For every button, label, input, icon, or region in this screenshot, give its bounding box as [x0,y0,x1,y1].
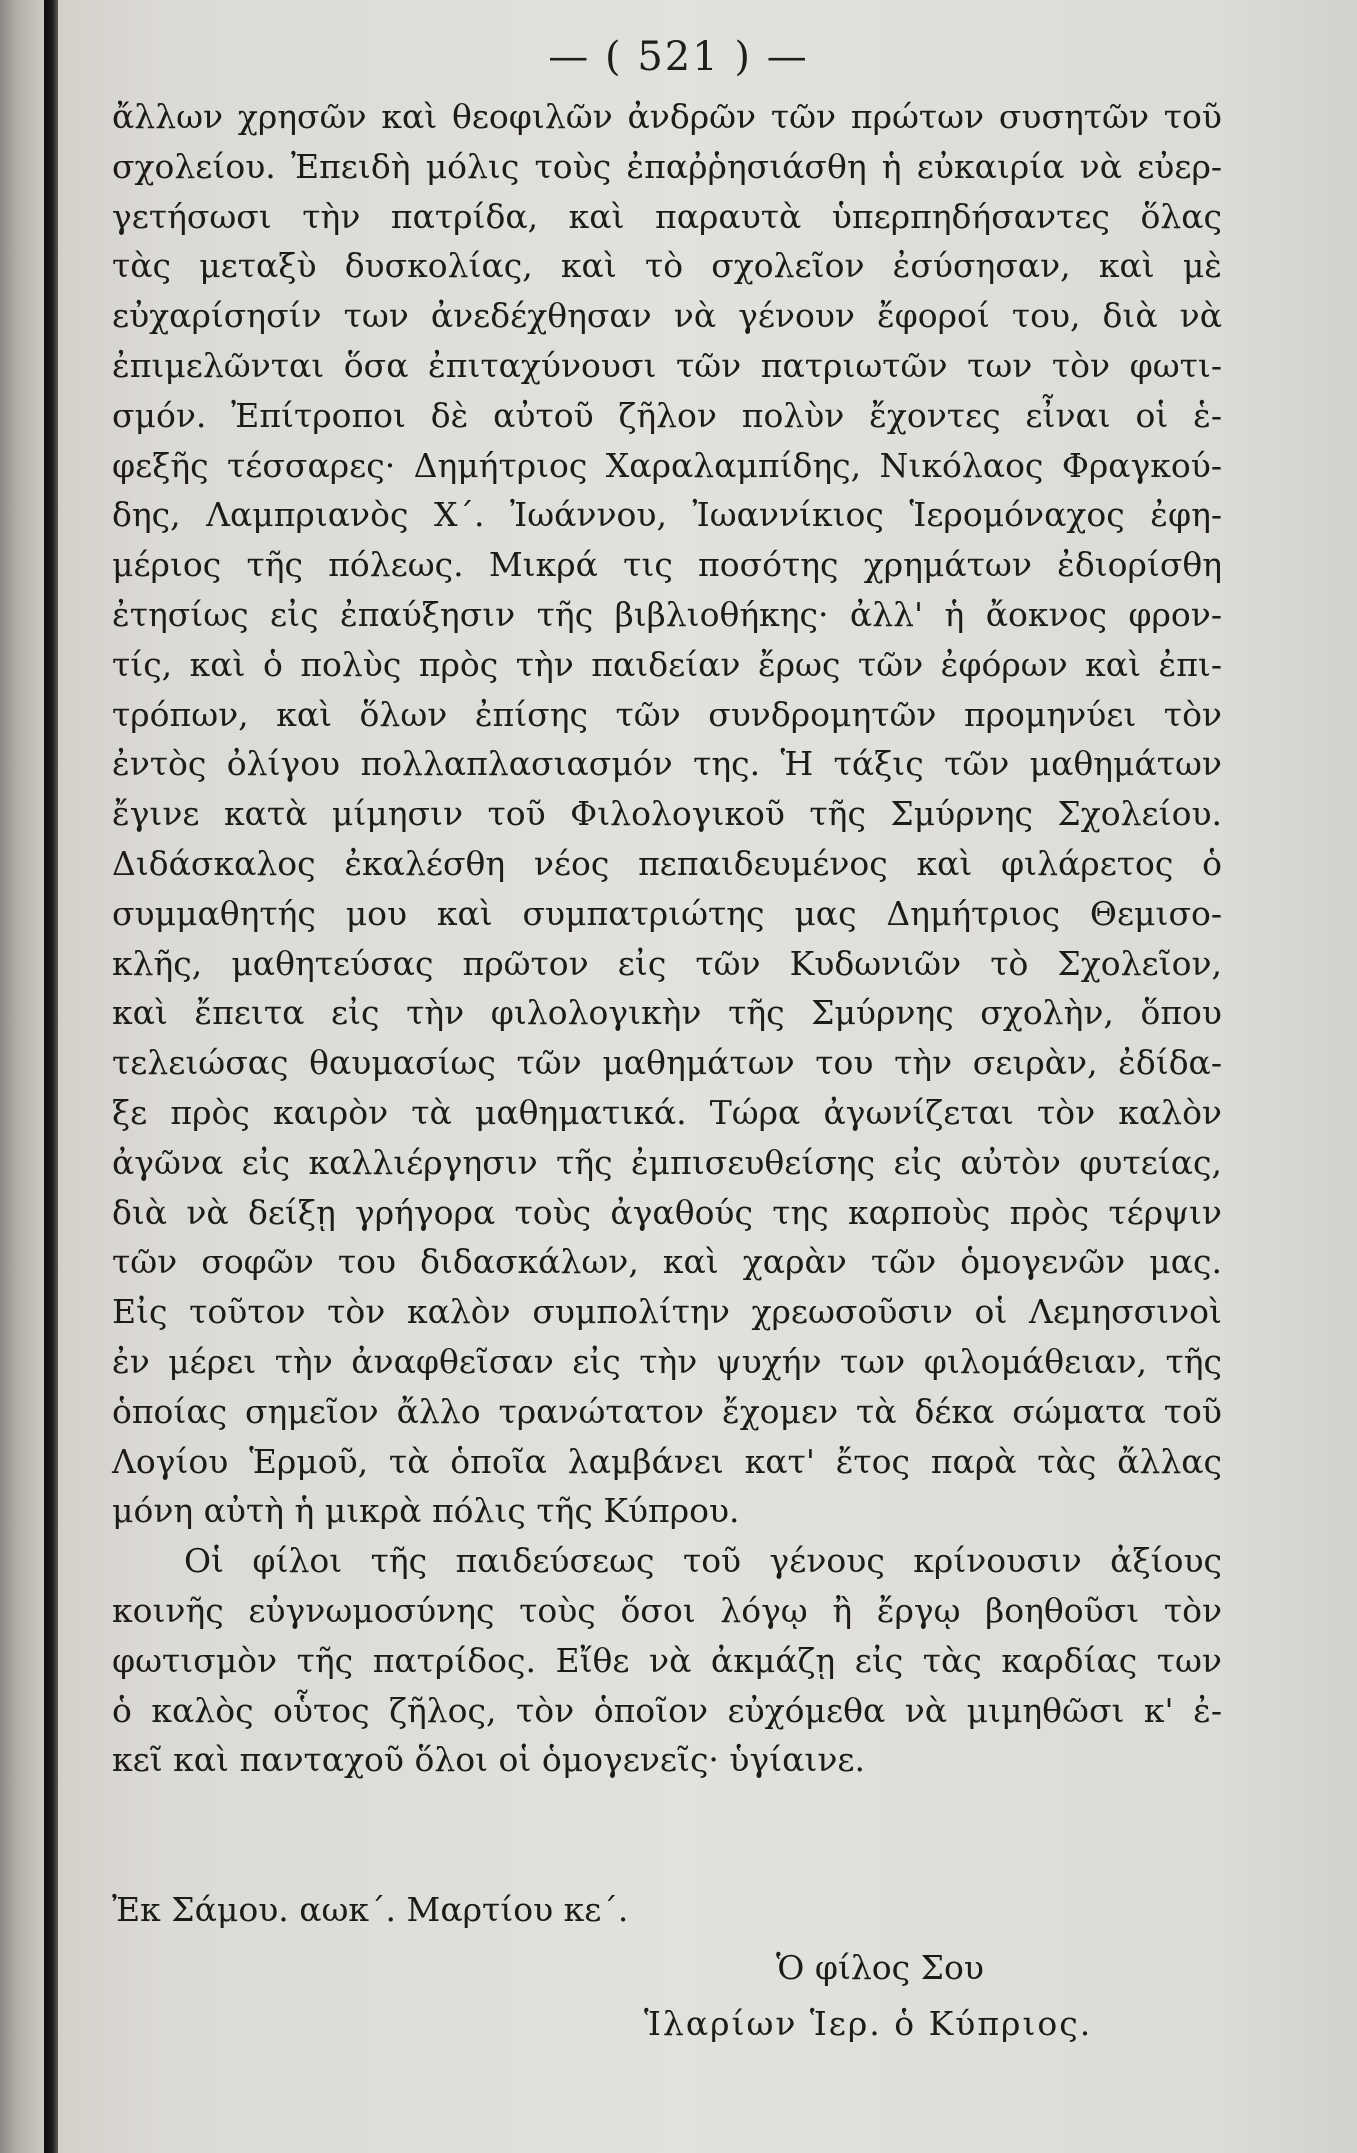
text-line: ὁποίας σημεῖον ἄλλο τρανώτατον ἔχομεν τὰ δέκα σώματα τοῦ [112,1391,1222,1431]
text-line: σχολείου. Ἐπειδὴ μόλις τοὺς ἐπαῤῥησιάσθη ἡ εὐκαιρία νὰ εὐερ- [112,146,1222,186]
text-line: ὁ καλὸς οὗτος ζῆλος, τὸν ὁποῖον εὐχόμεθα νὰ μιμηθῶσι κ' ἐ- [112,1690,1222,1730]
text-line: διὰ νὰ δείξῃ γρήγορα τοὺς ἀγαθούς της καρποὺς πρὸς τέρψιν [112,1192,1222,1232]
page-number-header: — ( 521 ) — [548,34,809,80]
text-line: ἐπιμελῶνται ὅσα ἐπιταχύνουσι τῶν πατριωτῶν των τὸν φωτι- [112,345,1222,385]
text-line: σμόν. Ἐπίτροποι δὲ αὐτοῦ ζῆλον πολὺν ἔχοντες εἶναι οἱ ἑ- [112,395,1222,435]
text-line: τίς, καὶ ὁ πολὺς πρὸς τὴν παιδείαν ἔρως τῶν ἐφόρων καὶ ἐπι- [112,644,1222,684]
text-line: τελειώσας θαυμασίως τῶν μαθημάτων του τὴν σειρὰν, ἐδίδα- [112,1043,1222,1083]
binding-edge [44,0,58,2153]
text-line: Εἰς τοῦτον τὸν καλὸν συμπολίτην χρεωσοῦσιν οἱ Λεμησσινοὶ [112,1292,1222,1332]
text-line: δης, Λαμπριανὸς Χ΄. Ἰωάννου, Ἰωαννίκιος Ἱερομόναχος ἐφη- [112,495,1222,535]
text-line: ἄλλων χρησῶν καὶ θεοφιλῶν ἀνδρῶν τῶν πρώτων συσητῶν τοῦ [112,97,1222,136]
signature-line: Ἱλαρίων Ἱερ. ὁ Κύπριος. [644,2004,1093,2043]
text-line: συμμαθητής μου καὶ συμπατριώτης μας Δημήτριος Θεμισο- [112,893,1222,933]
text-line: καὶ ἔπειτα εἰς τὴν φιλολογικὴν τῆς Σμύρνης σχολὴν, ὅπου [112,993,1222,1033]
text-line: ἀγῶνα εἰς καλλιέργησιν τῆς ἐμπισευθείσης εἰς αὐτὸν φυτείας, [112,1142,1222,1182]
text-line: κλῆς, μαθητεύσας πρῶτον εἰς τῶν Κυδωνιῶν τὸ Σχολεῖον, [112,943,1222,983]
text-line: τρόπων, καὶ ὅλων ἐπίσης τῶν συνδρομητῶν προμηνύει τὸν [112,694,1222,734]
text-line: τῶν σοφῶν του διδασκάλων, καὶ χαρὰν τῶν ὁμογενῶν μας. [112,1242,1222,1282]
text-line: ξε πρὸς καιρὸν τὰ μαθηματικά. Τώρα ἀγωνίζεται τὸν καλὸν [112,1092,1222,1132]
text-line: φωτισμὸν τῆς πατρίδος. Εἴθε νὰ ἀκμάζῃ εἰς τὰς καρδίας των [112,1640,1222,1680]
text-line: κοινῆς εὐγνωμοσύνης τοὺς ὅσοι λόγῳ ἢ ἔργῳ βοηθοῦσι τὸν [112,1590,1222,1630]
text-line: ἐν μέρει τὴν ἀναφθεῖσαν εἰς τὴν ψυχήν των φιλομάθειαν, τῆς [112,1341,1222,1381]
salutation-line: Ὁ φίλος Σου [776,1948,984,1987]
letter-closing [112,1880,1222,2052]
body-text [112,92,1222,1785]
text-line: ἐτησίως εἰς ἐπαύξησιν τῆς βιβλιοθήκης· ἀλλ' ἡ ἄοκνος φρον- [112,594,1222,634]
text-line: μόνη αὐτὴ ἡ μικρὰ πόλις τῆς Κύπρου. [112,1491,740,1531]
text-line: Διδάσκαλος ἐκαλέσθη νέος πεπαιδευμένος καὶ φιλάρετος ὁ [112,843,1222,883]
text-line: ἐντὸς ὀλίγου πολλαπλασιασμόν της. Ἡ τάξις τῶν μαθημάτων [112,744,1222,784]
text-line: Λογίου Ἑρμοῦ, τὰ ὁποῖα λαμβάνει κατ' ἔτος παρὰ τὰς ἄλλας [112,1441,1222,1481]
text-line: κεῖ καὶ πανταχοῦ ὅλοι οἱ ὁμογενεῖς· ὑγίαινε. [112,1740,866,1780]
text-line: ἔγινε κατὰ μίμησιν τοῦ Φιλολογικοῦ τῆς Σμύρνης Σχολείου. [112,794,1222,834]
text-line: φεξῆς τέσσαρες· Δημήτριος Χαραλαμπίδης, Νικόλαος Φραγκού- [112,445,1222,485]
text-line: Οἱ φίλοι τῆς παιδεύσεως τοῦ γένους κρίνουσιν ἀξίους [184,1541,1222,1581]
text-line: γετήσωσι τὴν πατρίδα, καὶ παραυτὰ ὑπερπηδήσαντες ὅλας [112,196,1222,236]
text-line: τὰς μεταξὺ δυσκολίας, καὶ τὸ σχολεῖον ἐσύσησαν, καὶ μὲ [112,246,1222,286]
text-line: εὐχαρίσησίν των ἀνεδέχθησαν νὰ γένουν ἔφοροί του, διὰ νὰ [112,296,1222,336]
place-date-line: Ἐκ Σάμου. αωκ΄. Μαρτίου κε΄. [112,1890,629,1929]
text-line: μέριος τῆς πόλεως. Μικρά τις ποσότης χρημάτων ἐδιορίσθη [112,545,1222,585]
binding-shadow [0,0,46,2153]
